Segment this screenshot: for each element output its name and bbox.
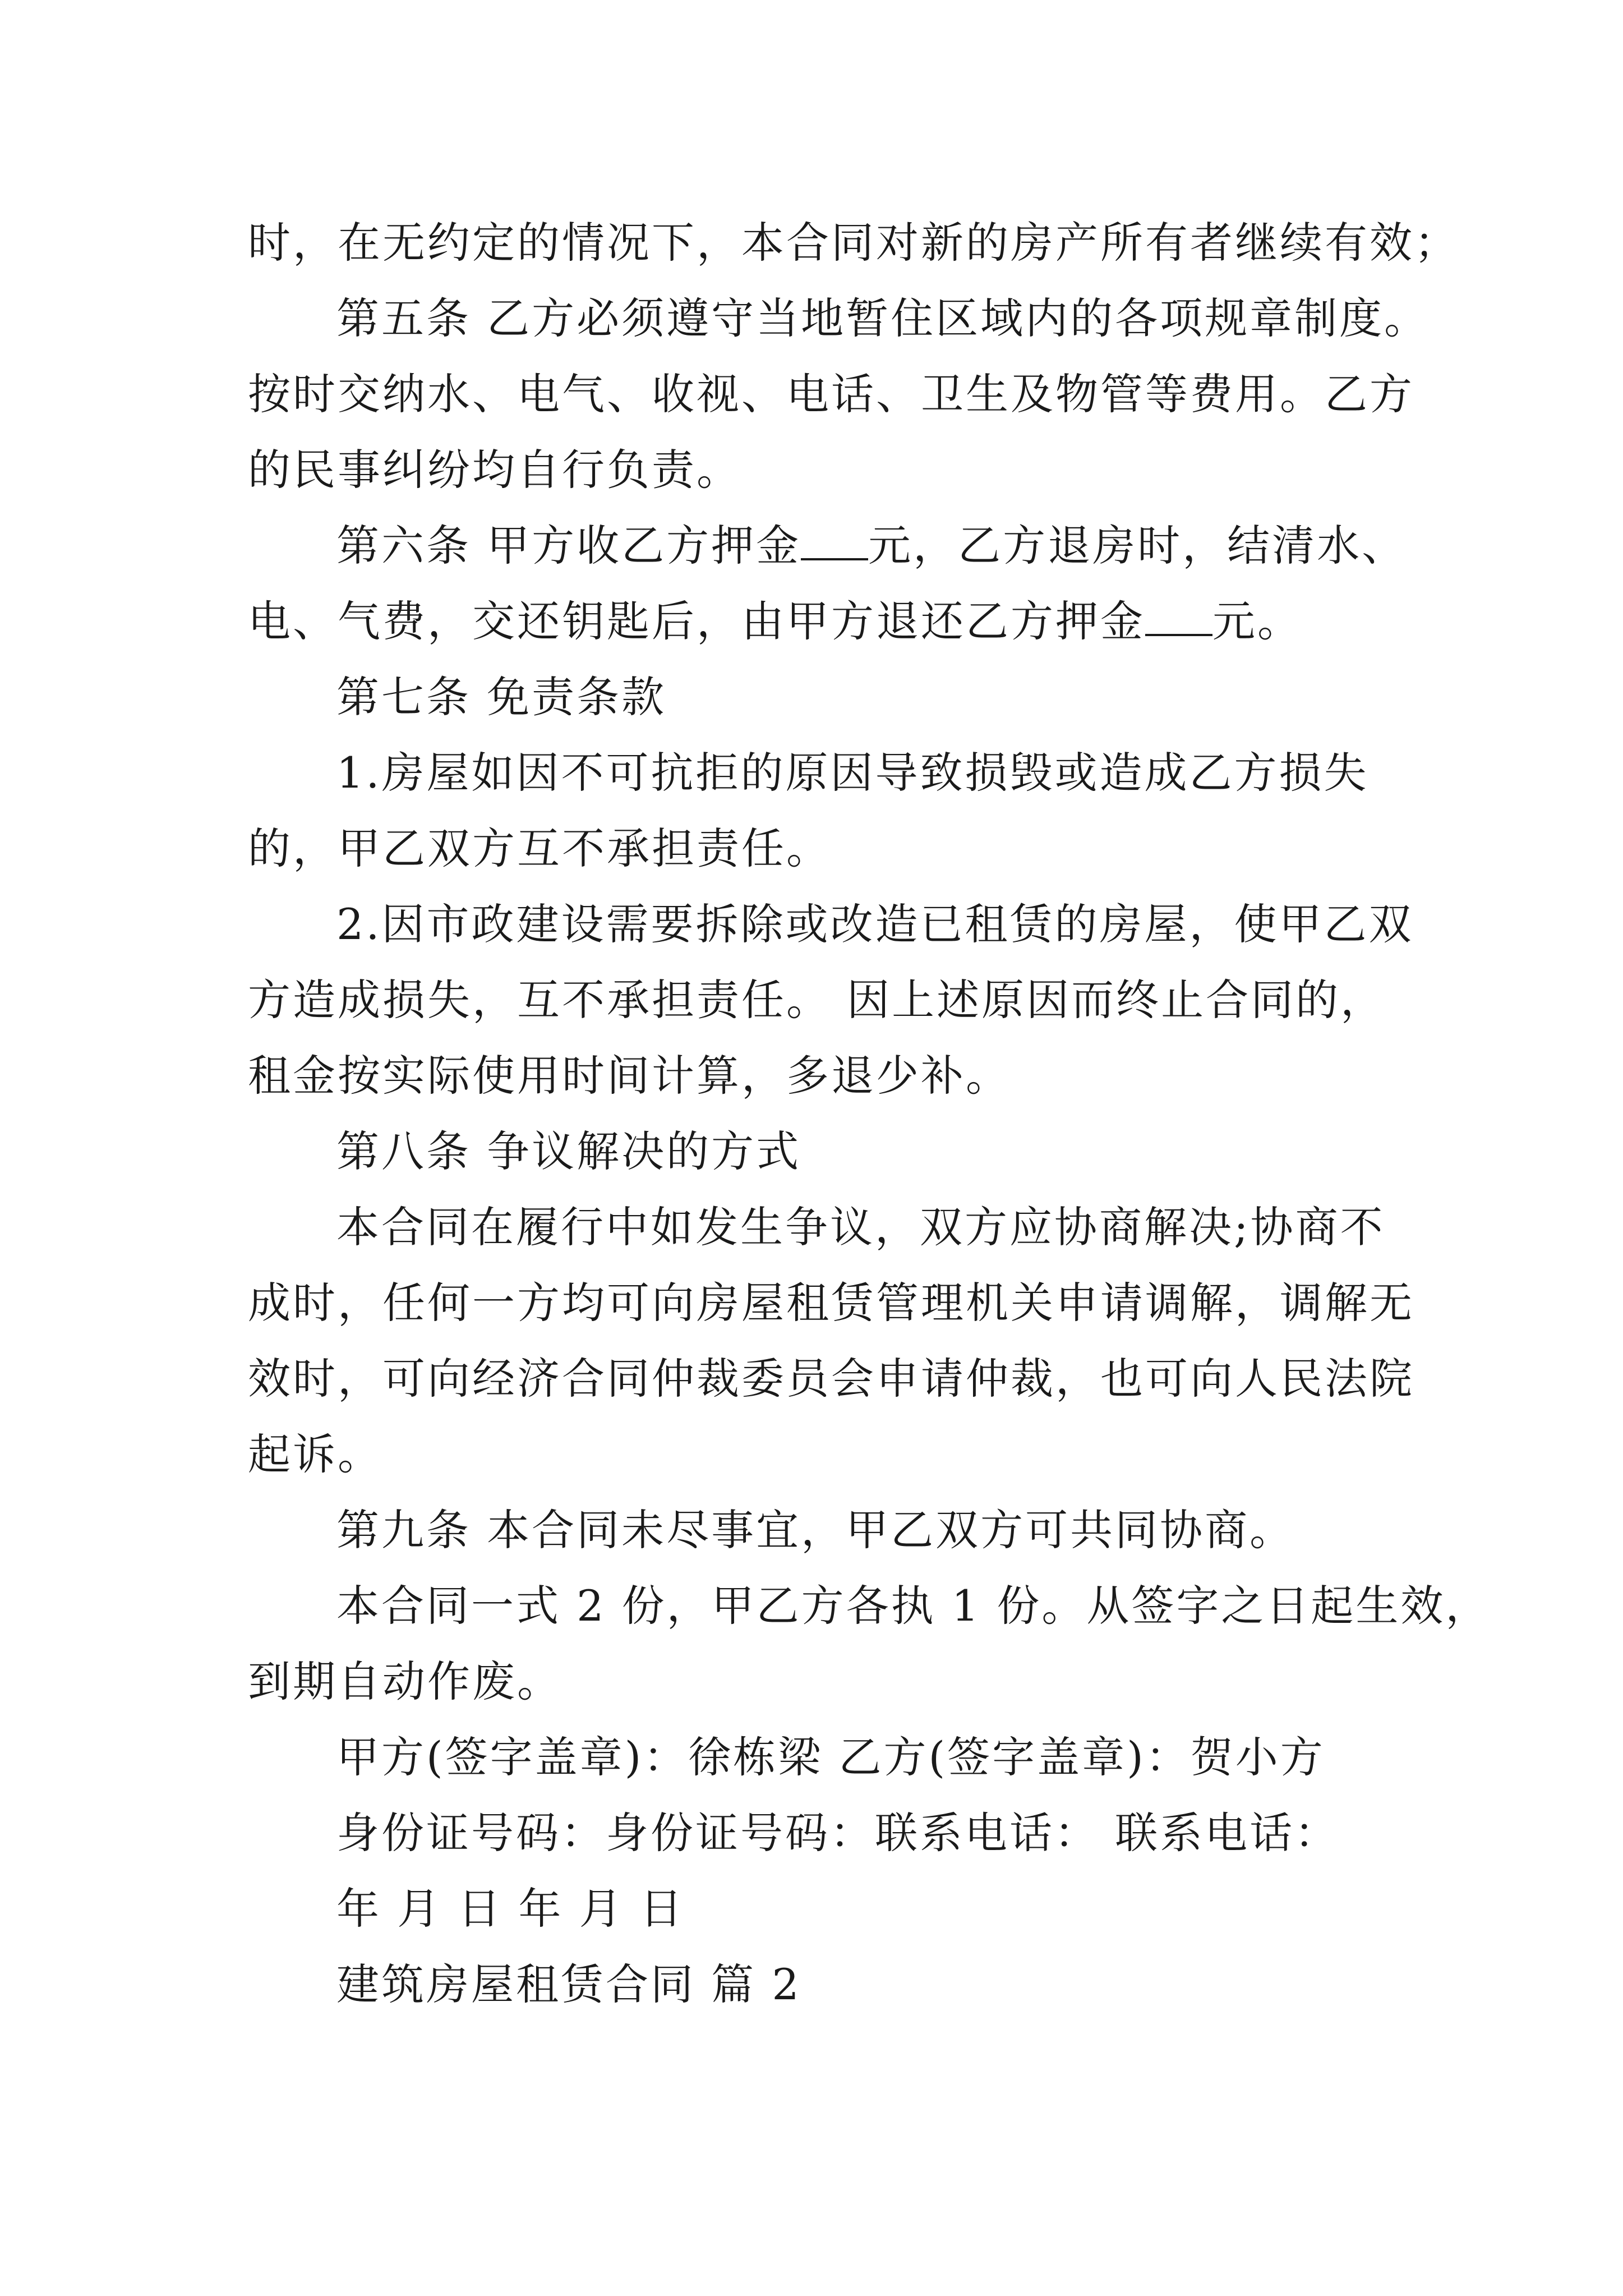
text-line: 成时，任何一方均可向房屋租赁管理机关申请调解，调解无 xyxy=(248,1278,1414,1328)
text-line: 的，甲乙双方互不承担责任。 xyxy=(248,823,831,873)
text-line: 1.房屋如因不可抗拒的原因导致损毁或造成乙方损失 xyxy=(336,748,1369,798)
clause-8-heading: 第八条 争议解决的方式 xyxy=(336,1126,801,1176)
text-line: 本合同在履行中如发生争议，双方应协商解决;协商不 xyxy=(336,1202,1385,1252)
text-segment: 第六条 甲方收乙方押金 xyxy=(336,521,801,570)
text-line: 的民事纠纷均自行负责。 xyxy=(248,445,741,495)
clause-6-line xyxy=(336,518,1407,574)
signature-line: 甲方(签字盖章)：徐栋梁 乙方(签字盖章)：贺小方 xyxy=(336,1732,1325,1782)
text-segment: 电、气费，交还钥匙后，由甲方退还乙方押金 xyxy=(248,596,1145,646)
deposit-blank xyxy=(801,522,868,560)
clause-5-heading: 第五条 乙方必须遵守当地暂住区域内的各项规章制度。 xyxy=(336,293,1430,343)
text-line: 方造成损失，互不承担责任。 因上述原因而终止合同的， xyxy=(248,975,1386,1025)
date-line: 年 月 日 年 月 日 xyxy=(336,1884,685,1934)
text-segment: 元。 xyxy=(1212,596,1302,646)
clause-9-heading: 第九条 本合同未尽事宜，甲乙双方可共同协商。 xyxy=(336,1505,1295,1555)
clause-6-line xyxy=(248,593,1302,650)
text-line: 时，在无约定的情况下，本合同对新的房产所有者继续有效； xyxy=(248,218,1459,268)
text-line: 按时交纳水、电气、收视、电话、卫生及物管等费用。乙方 xyxy=(248,369,1414,419)
text-line: 起诉。 xyxy=(248,1429,382,1479)
text-line: 本合同一式 2 份，甲乙方各执 1 份。从签字之日起生效， xyxy=(336,1581,1491,1631)
text-line: 到期自动作废。 xyxy=(248,1657,562,1706)
refund-blank xyxy=(1145,598,1212,636)
text-line: 效时，可向经济合同仲裁委员会申请仲裁，也可向人民法院 xyxy=(248,1354,1414,1404)
id-phone-line: 身份证号码：身份证号码：联系电话： 联系电话： xyxy=(336,1808,1340,1858)
text-line: 2.因市政建设需要拆除或改造已租赁的房屋，使甲乙双 xyxy=(336,899,1414,949)
clause-7-heading: 第七条 免责条款 xyxy=(336,672,667,722)
text-segment: 元，乙方退房时，结清水、 xyxy=(868,521,1407,570)
section-title: 建筑房屋租赁合同 篇 2 xyxy=(336,1959,801,2009)
text-line: 租金按实际使用时间计算，多退少补。 xyxy=(248,1051,1011,1101)
